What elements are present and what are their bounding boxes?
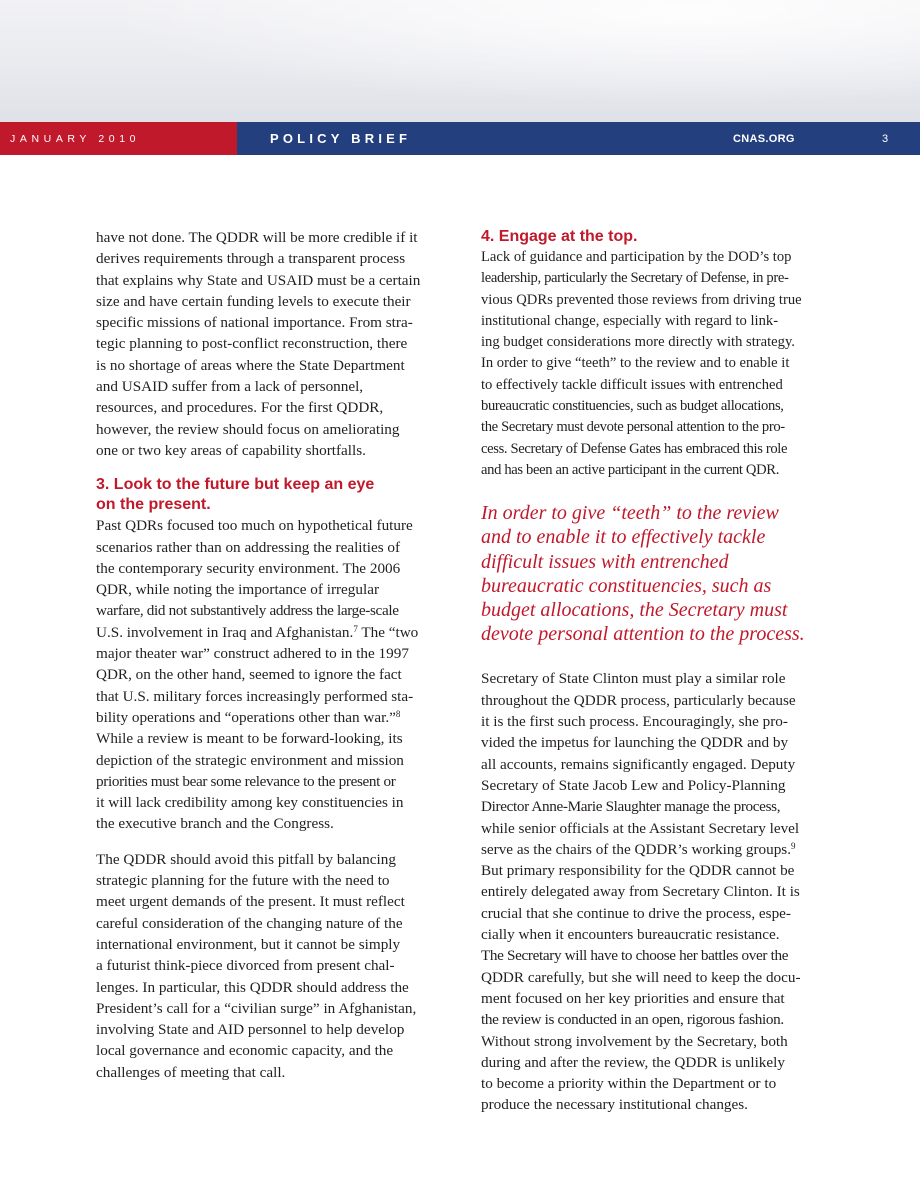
text-line: Without strong involvement by the Secretary, both (481, 1032, 788, 1050)
text-line: international environment, but it cannot be simply (96, 935, 401, 953)
text-line: the Secretary must devote personal attention to the pro- (481, 419, 785, 436)
footnote-marker: 7 (353, 623, 358, 634)
text-line: cess. Secretary of Defense Gates has embraced this role (481, 440, 788, 457)
text-line-with-note (96, 707, 442, 728)
text-line: depiction of the strategic environment and mission (96, 751, 404, 769)
text-line: QDDR carefully, but she will need to keep the docu- (481, 968, 801, 986)
section-heading-4: 4. Engage at the top. (481, 228, 638, 245)
text-line: warfare, did not substantively address the large-scale (96, 602, 399, 620)
text-segment: bility operations and “operations other than war.” (96, 708, 396, 726)
text-line: lenges. In particular, this QDDR should address the (96, 978, 409, 996)
text-line: all accounts, remains significantly engaged. Deputy (481, 755, 796, 773)
text-line: cially when it encounters bureaucratic resistance. (481, 926, 780, 944)
text-line: But primary responsibility for the QDDR cannot be (481, 862, 795, 880)
text-line-with-note (96, 622, 442, 643)
text-line: it is the first such process. Encouragingly, she pro- (481, 713, 788, 731)
paragraph (96, 227, 442, 461)
text-line: entirely delegated away from Secretary Clinton. It is (481, 883, 800, 901)
date-label: JANUARY 2010 (0, 122, 237, 155)
text-line: major theater war” construct adhered to in the 1997 (96, 645, 409, 663)
text-line: In order to give “teeth” to the review and to enable it (481, 355, 790, 372)
header-banner (0, 122, 920, 155)
text-line: strategic planning for the future with the need to (96, 872, 390, 890)
text-line: it will lack credibility among key constituencies in (96, 794, 404, 812)
text-line: throughout the QDDR process, particularly because (481, 691, 796, 709)
text-line: bureaucratic constituencies, such as budget allocations, (481, 398, 784, 415)
paragraph (96, 849, 442, 1083)
header-background (0, 0, 920, 122)
page-number: 3 (882, 133, 889, 145)
text-line: Director Anne-Marie Slaughter manage the process, (481, 798, 781, 816)
text-segment: serve as the chairs of the QDDR’s working groups. (481, 840, 792, 858)
footnote-marker: 9 (791, 840, 796, 851)
text-line: vious QDRs prevented those reviews from driving true (481, 291, 802, 308)
right-column (481, 227, 826, 1116)
text-line: ing budget considerations more directly with strategy. (481, 334, 795, 351)
text-line: leadership, particularly the Secretary of Defense, in pre- (481, 270, 789, 287)
quote-line: devote personal attention to the process. (481, 623, 805, 646)
text-line: local governance and economic capacity, and the (96, 1042, 394, 1060)
paragraph (481, 668, 826, 1115)
text-line: and has been an active participant in the current QDR. (481, 461, 779, 478)
text-line: QDR, on the other hand, seemed to ignore the fact (96, 666, 402, 684)
quote-line: bureaucratic constituencies, such as (481, 574, 772, 597)
banner-blue-section (237, 122, 920, 155)
text-line: crucial that she continue to drive the process, espe- (481, 904, 791, 922)
website-label: CNAS.ORG (733, 133, 795, 145)
text-line: institutional change, especially with regard to link- (481, 312, 779, 329)
text-line: to become a priority within the Department or to (481, 1075, 777, 1093)
text-line: the review is conducted in an open, rigorous fashion. (481, 1011, 784, 1029)
text-line: while senior officials at the Assistant Secretary level (481, 819, 800, 837)
text-line: Past QDRs focused too much on hypothetical future (96, 517, 413, 535)
text-line: scenarios rather than on addressing the realities of (96, 538, 401, 556)
text-line: the executive branch and the Congress. (96, 815, 334, 833)
text-line: Secretary of State Clinton must play a similar role (481, 670, 786, 688)
text-line: The QDDR should avoid this pitfall by balancing (96, 850, 396, 868)
text-line: priorities must bear some relevance to the present or (96, 772, 396, 790)
text-line: meet urgent demands of the present. It must reflect (96, 893, 405, 911)
text-line: and USAID suffer from a lack of personnel, (96, 378, 364, 396)
text-line: Secretary of State Jacob Lew and Policy-Planning (481, 776, 786, 794)
text-line: vided the impetus for launching the QDDR and by (481, 734, 789, 752)
text-line: size and have certain funding levels to execute their (96, 292, 411, 310)
quote-line: In order to give “teeth” to the review (481, 502, 779, 525)
text-line: however, the review should focus on ameliorating (96, 420, 400, 438)
text-line: QDR, while noting the importance of irregular (96, 581, 380, 599)
text-segment: U.S. involvement in Iraq and Afghanistan. (96, 623, 354, 641)
text-line: ment focused on her key priorities and ensure that (481, 989, 785, 1007)
text-line-with-note (481, 839, 826, 860)
text-line: to effectively tackle difficult issues with entrenched (481, 376, 783, 393)
quote-line: difficult issues with entrenched (481, 550, 729, 573)
left-column (96, 227, 442, 1083)
pull-quote (481, 501, 826, 646)
text-line: one or two key areas of capability shortfalls. (96, 441, 366, 459)
text-line: that U.S. military forces increasingly performed sta- (96, 687, 414, 705)
text-line: careful consideration of the changing nature of the (96, 914, 403, 932)
text-line: President’s call for a “civilian surge” in Afghanistan, (96, 999, 417, 1017)
text-line: While a review is meant to be forward-looking, its (96, 730, 403, 748)
text-line: challenges of meeting that call. (96, 1063, 286, 1081)
text-line: involving State and AID personnel to help develop (96, 1021, 405, 1039)
text-line: tegic planning to post-conflict reconstruction, there (96, 335, 408, 353)
footnote-marker: 8 (395, 708, 401, 719)
text-line: is no shortage of areas where the State Department (96, 356, 405, 374)
text-line: produce the necessary institutional changes. (481, 1096, 748, 1114)
text-line: during and after the review, the QDDR is unlikely (481, 1053, 785, 1071)
quote-line: budget allocations, the Secretary must (481, 599, 788, 622)
paragraph (96, 515, 442, 834)
text-segment: The “two (357, 623, 419, 641)
text-line: have not done. The QDDR will be more credible if it (96, 229, 418, 246)
text-line: the contemporary security environment. The 2006 (96, 559, 401, 577)
text-line: a futurist think-piece divorced from present chal- (96, 957, 395, 975)
text-line: specific missions of national importance. From stra- (96, 314, 413, 332)
text-line: Lack of guidance and participation by the DOD’s top (481, 249, 792, 265)
quote-line: and to enable it to effectively tackle (481, 526, 766, 549)
publication-title: POLICY BRIEF (270, 131, 412, 146)
text-line: resources, and procedures. For the first QDDR, (96, 399, 384, 417)
heading-line: on the present. (96, 496, 211, 514)
paragraph (481, 247, 826, 481)
text-line: that explains why State and USAID must be a certain (96, 271, 421, 289)
section-heading-3 (96, 475, 442, 515)
heading-line: 3. Look to the future but keep an eye (96, 476, 375, 494)
text-line: derives requirements through a transparent process (96, 250, 406, 268)
text-line: The Secretary will have to choose her battles over the (481, 947, 789, 965)
